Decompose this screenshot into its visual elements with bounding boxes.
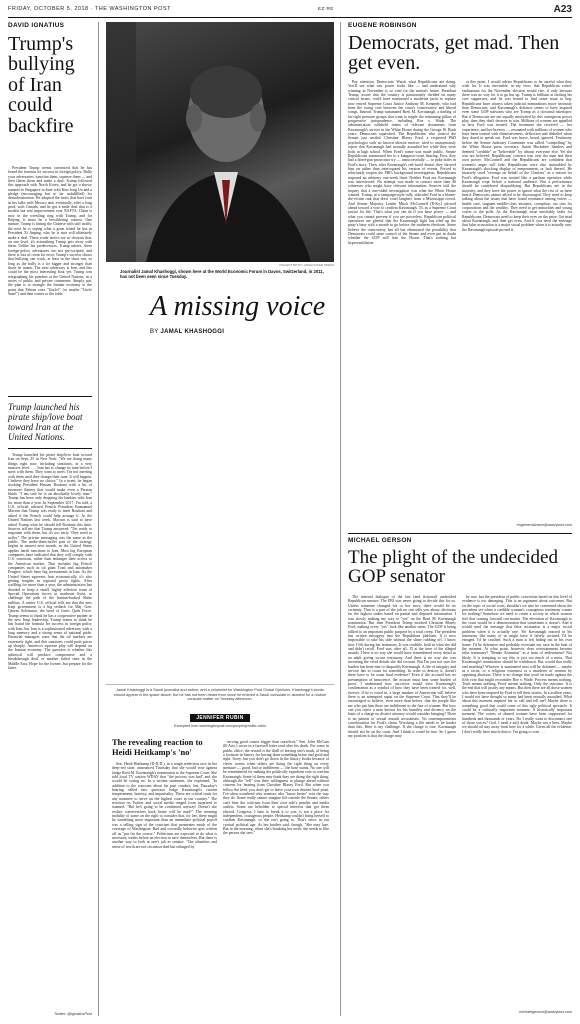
rubin-col-2-text: serving good causes bigger than ourselves," Sen. John McCain (R-Ariz.) wrote in a farewell letter read after his death. For some in public office, the reward is the thrill of leaving one's mark, of being a footnote in history for having done something brave and good and right. Sorry, but you don't go down in the history books because of clever tweets when others are doing the right thing on every measure — good, bad or indifferent — the base wants. No one will be remembered for making the politically expedient vote to confirm Kavanaugh. Some of them may think they are doing the right thing, although the "tell" was their willingness to plunge ahead without concern for hearing from Christine Blasey Ford. But when you follow the herd, you don't get to leave your own distinct hoof print. I've often wondered why senators who "know better" vote the way they do. Some really cannot imagine life outside the Senate; others can't bear the criticism from their own side's pundits and media outlets. Some are beholden to special interests that got them elected. Congress, I hate to break it to you, is not a place for independent, courageous people. Heitkamp couldn't bring herself to confirm Kavanaugh, so she isn't going to. That's news in our cynical political age. As her brother said, though, "She may lose. But in the morning, when she's brushing her teeth, she needs to like the person she sees." bbox=[223, 740, 329, 836]
column-divider-1 bbox=[98, 22, 99, 1016]
right-headline: Democrats, get mad. Then get even. bbox=[348, 32, 560, 75]
column-divider-2 bbox=[340, 22, 341, 1016]
center-byline-name: JAMAL KHASHOGGI bbox=[160, 329, 225, 335]
rubin-col-1 bbox=[112, 762, 217, 1018]
lower-col-2 bbox=[462, 595, 572, 1007]
center-byline-prefix: BY bbox=[150, 329, 159, 335]
right-col-1-text: Pay attention, Democrats. Watch what Republicans are doing. You'll see what raw power looks like — and understand why winning in November is so vital for the nation's future. President Trump, aware that the country is passionately divided on many critical issues, could have nominated a moderate jurist to replace now retired Supreme Court Justice Anthony M. Kennedy, who had been the swing vote between the court's conservative and liberal wings. Instead, Trump nominated Brett M. Kavanaugh, a darling of far-right pressure groups that want to topple the remaining pillars of progressive jurisprudence, including Roe v. Wade. The administration withheld reams of relevant documents from Kavanaugh's service in the White House during the George W. Bush years. Democrats squawked. The Republicans who control the Senate just smiled. Christine Blasey Ford, a respected PhD psychologist with no known ulterior motive, tried to anonymously report that Kavanaugh had sexually assaulted her while they were both in high school. When Ford's name was made public, Senate Republicans summoned her to a kangaroo-court hearing. First, they had a hired-gun prosecutor try — unsuccessfully — to poke holes in Ford's story. Then, after Kavanaugh's red-faced denial, they showed him on rather than interrogated his version of events. Forced to reluctantly reopen the FBI's background investigation, Republicans imposed an arbitrary one-week limit. Neither Ford nor Kavanaugh was interviewed. No attempt was made to contact more than 40 witnesses who might have relevant information. Sources told the inquiry that a one-sided investigation was what the White House wanted. Trump, at a campaign-style rally, ridiculed Ford in a blame-the-victim rant that drew cruel laughter from a Mississippi crowd. And Senate Majority Leader Mitch McConnell (R-Ky.) plowed ahead toward a vote to confirm Kavanaugh, 53, as a Supreme Court justice for life. That's what you can do if you have power — and what you cannot prevent if you are powerless. Republican political operatives are gleeful that the Kavanaugh fight has riled up the party's base with a month to go before the midterm elections. Some believe the controversy has all but eliminated the possibility that Democrats could seize control of the Senate and even put in doubt whether the GOP will lose the House. That's nothing but hyperventilation bbox=[348, 80, 456, 245]
rubin-col-2 bbox=[223, 740, 329, 1018]
right-byline: EUGENE ROBINSON bbox=[348, 22, 417, 29]
rubin-excerpt: Excerpted from washingtonpost.com/people/jennifer-rubin bbox=[174, 724, 266, 728]
photo-credit: VINCENT BOYD / ASSOCIATED PRESS bbox=[279, 263, 334, 267]
page-number: A23 bbox=[553, 4, 572, 15]
left-body-2-text: Trump launched his pirate ship/love boat toward Iran on Sept. 25 in New York: "We are doing many things right now, including sanctions, at a very massive level. . . . Iran has to change its tune before I meet with them. They want to meet. I'm not meeting with them until they change their tune. It will happen. I believe they have no choice." In a tweet, he began stroking President Hassan Rouhani with a bit of insincere flattery that would make even a Persian blush: "I am sure he is an absolutely lovely man." Trump has been only dropping his hankies with Iran for more than a year. In September 2017, I'm told, a U.S. official advised French President Emmanuel Macron that Trump was ready to meet Rouhani and asked if the French could help arrange it. At the United Nations last week, Macron is said to have asked Trump what he should tell Rouhani this time. Sources tell me that Trump answered: "I'm ready to negotiate with them, but it's too early. They need to suffer." The private messaging was the same as the public. The make-them-suffer part of the strategy begins in earnest next month, as the United States applies harsh sanctions to Iran. Most big European companies have indicated that they will comply with U.S. sanctions, rather than endanger their access to the American market. That includes big French companies such as oil giant Total and automaker Peugeot, which have big investments in Iran. As the United States squeezes Iran economically, it's also getting tougher in regional proxy fights. After waffling for more than a year, the administration has decided to keep a small, highly effective team of Special Operations forces in northeast Syria, to challenge the path of the Iranian-backed Shiite militias. A senior U.S. official tells me that the new Iraqi government is a big setback for Maj. Gen. Qasem Soleimani, the head of Iran's Quds Force. Trump seems to think he has a cooperative partner in the new Iraqi leadership. Trump seems to think he has found the formula for success in foreign policy with Iran, but Iran is a sophisticated adversary with a long memory and a strong sense of national pride. Financial managers warn that the oil markets are extremely tight, and that sanctions could push prices up sharply. America's squeeze play will depend on the Iranian economy. The question is whether this spherical will produce compromise and a breakthrough deal, or another failed state in the Middle East. Hope for the former, but prepare for the latter. bbox=[8, 453, 92, 670]
left-body-2 bbox=[8, 453, 92, 1009]
left-body-1-text: President Trump seems convinced that he has found the formula for success in foreign policy: Bully your adversaries, sanction them, squeeze them — and then flatter them and make a deal. Trump followed this approach with North Korea, and he got a showy summit in Singapore in June with Kim Jong Un and a pledge (encouraging but so far unfulfilled) for denuclearization. He adopted the tactic that bore fruit in his talks with Mexico and, eventually, after a long prod, with Canada, and he got a trade deal that is a modest but real improvement over NAFTA. China is now in the wrestling ring with Trump, and for Beijing, it must be a bewildering contest. One minute, Trump is hitting the Chinese with stiff tariffs; the next he is saying what a great friend he has in President Xi Jinping, who he is sure will ultimately make a deal. These crude tactics are so obvious that, on one level, it's astonishing Trump gets away with them. Unlike his predecessors, Trump adores, these foreign-policy adventures are not pre-scripted, and there is lots of room for error. Trump's success shows that bullying can work, at least in the short run, so long as the bully is a lot bigger and stronger than those he taunts. The next adversary is Iran, and this could be the most interesting bout yet. Trump was telegraphing his punches at the United Nations, in a series of public and private comments. Simply put, the plan is to strangle the Iranian economy to the point that Tehran cries "Uncle!" (or maybe "Uncle Sam!") and then comes to the table. bbox=[8, 166, 92, 296]
portrait-graphic bbox=[106, 22, 334, 262]
photo-caption: Journalist Jamal Khashoggi, shown here at the World Economic Forum in Davos, Switzerland, in 2011, has not been seen since Tuesday. bbox=[120, 269, 324, 279]
left-body-1 bbox=[8, 166, 92, 391]
rubin-col-1-text: Sen. Heidi Heitkamp (D-N.D.), in a tough reelection race in her deep-red state, announced Thursday that she would vote against Judge Brett M. Kavanaugh's nomination to the Supreme Court. She told local TV station WDAY that "the process was bad" and she would be voting no. In a written statement, she explained, "In addition to the concerns about his past conduct, last Thursday's hearing called into question Judge Kavanaugh's current temperament, honesty, and impartiality. These are critical traits for any nominee to serve on the highest court in our country." The reaction on Twitter and social media ranged from surprised to stunned. "But he's going to be confirmed anyway! Doesn't she realize conservatives back home will be mad?" The seeming inability of some on the right to consider that, for her, there might be something more important than an immediate political payoff was a telling sign of the cynicism that permeates much of the coverage of Washington. Bad and cowardly behavior gets written off as "par for the course." Politicians are expected to do what is necessary weeks before an election to save themselves. But there is another way to look at one's job as senator. "Our identities and sense of worth are not circumscribed but enlarged by bbox=[112, 762, 217, 849]
lower-headline: The plight of the undecided GOP senator bbox=[348, 547, 558, 588]
editor-note: Jamal Khashoggi is a Saudi journalist and author, and a columnist for Washington Post Global Opinions. Khashoggi's words should appear in the space above, but he has not been heard from since he entered a Saudi consulate in Istanbul for a routine consular matter on Tuesday afternoon. bbox=[113, 688, 327, 702]
center-headline: A missing voice bbox=[150, 291, 326, 322]
left-headline: Trump's bullying of Iran could backfire bbox=[8, 33, 75, 137]
lower-byline: MICHAEL GERSON bbox=[348, 537, 412, 544]
lower-signature: michaelgerson@washpost.com bbox=[519, 1010, 572, 1014]
note-rule bbox=[106, 684, 334, 685]
lower-col-1 bbox=[348, 595, 456, 1015]
section-rule bbox=[348, 533, 572, 534]
left-pullquote: Trump launched his pirate ship/love boat toward Iran at the United Nations. bbox=[8, 402, 83, 442]
khashoggi-photo bbox=[106, 22, 334, 262]
left-byline: DAVID IGNATIUS bbox=[8, 22, 65, 29]
lower-col-1-text: The internal dialogue of the last (and fictional) undecided Republican senator: The FBI was never going to decide this for us. Unless someone changed his or her story, there would be no certainty. That is a part of the job no one tells you about: decisions for the highest stakes based on partial and disputed information. I was slowly making my way to "yes" on the Brett M. Kavanaugh nomination. But then President Trump mocked Christine Blasey Ford, making every "yes" look like another sneer. The GOP is being rallied to an important public purpose by a total creep. The president has written misogyny into the Republican platform. It is now impossible to take his side without the slime rubbing off. I know how I felt during her testimony. It was credible, both in what she did and didn't recall. Ford was, after all, 15 at the time of the alleged assault. There is no way she would have remembered every detail as an adult giving sworn testimony. And there is no way she was inventing the vivid details she did recount. But I'm just not sure the burden has been met to disqualify Kavanaugh. A life of integrity and service has to count for something. In order to destroy it, doesn't there have to be some hard evidence? Even if the accused has no presumption of innocence, the accuser must bear some burden of proof. I understand how survivors would view Kavanaugh's confirmation as a symbol of how they have been treated for, well, forever. If he is voted in, a large number of Americans will believe there is an attempted rapist on the Supreme Court. That they'll be encouraged to believe, even more than before, that the people like me who put him there are indifferent to the fate of women. But how can you reject a man known for his humility and decency on the basis of a charge no district attorney would consider bringing? There is no pattern of sexual assault accusations. No contemporaneous corroboration for Ford's claim. Wrecking a life needs to be harder than this. Here is my challenge. If the charge is true, Kavanaugh should not be on the court. And I think it could be true. So I guess my position is that the charge may bbox=[348, 595, 456, 738]
masthead-date: FRIDAY, OCTOBER 5, 2018 · THE WASHINGTON POST bbox=[8, 6, 171, 12]
masthead-edition: EZ RE bbox=[318, 6, 334, 11]
right-col-1 bbox=[348, 80, 456, 530]
pullquote-rule-bottom bbox=[8, 448, 92, 449]
center-byline bbox=[150, 329, 224, 335]
left-signature: Twitter: @IgnatiusPost bbox=[54, 1012, 92, 1016]
pullquote-rule-top bbox=[8, 396, 92, 397]
right-col-2 bbox=[462, 80, 572, 522]
empty-column-space bbox=[130, 342, 320, 682]
masthead-rule bbox=[8, 17, 572, 18]
rubin-headline: The revealing reaction to Heidi Heitkamp's 'no' bbox=[112, 737, 203, 757]
right-signature: eugenerobinson@washpost.com bbox=[516, 523, 572, 527]
rubin-tag: JENNIFER RUBIN bbox=[190, 714, 250, 722]
right-col-2-text: at this point. I would advise Republicans to be careful what they wish for. It was inevitable, in my view, that Republican voters' enthusiasm for the November election would rise, if only because there was no way for it to go but up. Trump is brilliant at inciting his core supporters, and he was bound to find some issue to beg. Republicans have always taken judicial nominations more seriously than Democrats, and Kavanaugh's defiance seems to have inspired even some GOP stalwarts who see Trump as a clownish interloper. But if Democrats are not equally motivated by this outrageous power play, then they don't deserve to win. Millions of women are appalled at how Ford was treated. The treatment she received — her experience, and her bravery — resonated with millions of women who have been treated with dismissiveness, deflection and disbelief when they dared to speak out. Ford was brave, heard, ignored. Testimony before the Senate Judiciary Committee was called "compelling" by the White House press secretary. Sarah Huckabee Sanders and deemed "credible" or "believable" by almost everyone else. Yet she was not believed. Republicans' concern was over the man and their own power. McConnell and the Republicans are confident that women's anger will fade. Republicans were also untroubled by Kavanaugh's shocking display of temperament, or lack thereof. He bizarrely cited "revenge on behalf of the Clintons" as a reason for Ford's allegation. Ford was treated like a partisan operative while Kavanaugh wept before a national audience. But a performance should be considered disqualifying. But Republicans are in the majority, and they have the power to ignore what the rest of us have heard. Democrats cannot afford to be discouraged. They need to keep talking about the issues that have found resonance among voters — health care, stagnant middle-class incomes, corruption, tax cuts for corporations and the wealthy. They need to get minorities and young voters to the polls. As the Kavanaugh issue inevitably fades for Republicans, Democrats need to keep their eyes on the prize. Get mad about Kavanaugh, and then get even. And if you need the message that false accusation is a major social problem when it is actually rare, the Kavanaugh episode proved it. bbox=[462, 80, 572, 232]
lower-col-2-text: be true, but the president of public conviction based on this level of evidence is too damaging. This is an argument about outcomes. But on the topic of social costs, shouldn't we also be concerned about the precedent set when a credible woman's courageous testimony counts for nothing? Somehow we need to create a society in which women feel that coming forward can matter. The elevation of Kavanaugh to the court would be a demonstration that sometimes it doesn't. And it would send the message that false accusation is a major social problem when it is actually rare. Yet Kavanaugh reacted in his testimony like many of us might have if falsely accused. I'd be enraged. I'd be crushed. Such a man is left hiding out in his own home. I'd be defensive and probably overstate my case in the heat of the moment. At what point, however, does overstatement become false testimony? "Renate Alumnius" as a term of endearment? Not likely. It is tempting to say this is just too much of a mess. That Kavanaugh's nomination should be withdrawn. But would that really end anything? Whoever is nominated next will be defamed — maybe as a racist, or a religious extremist or a murderer of women by opposing abortion. There is no change that won't be made against the fifth vote that might reconsider Roe v. Wade. Process means nothing. Truth means nothing. Proof means nothing. Only the outcome. It is the end that will justify any means. But then there are all those women who have been inspired by Ford to tell their stories. In a million years, I would not have thought so many had been sexually assaulted. What about this moment inspired her to call and tell me? Maybe there is something good that could come of this ugly political spectacle. It could be a culturally important moment. A historically important moment. The voices of abused women have been suppressed for hundreds and thousands of years. Do I really want to disconnect one of those voices? God, I need a stiff drink. Maybe not a beer. Maybe we should all stay away from beer for a while. Given all the evidence, I don't really have much choice. I'm going to vote . . . bbox=[462, 595, 572, 734]
